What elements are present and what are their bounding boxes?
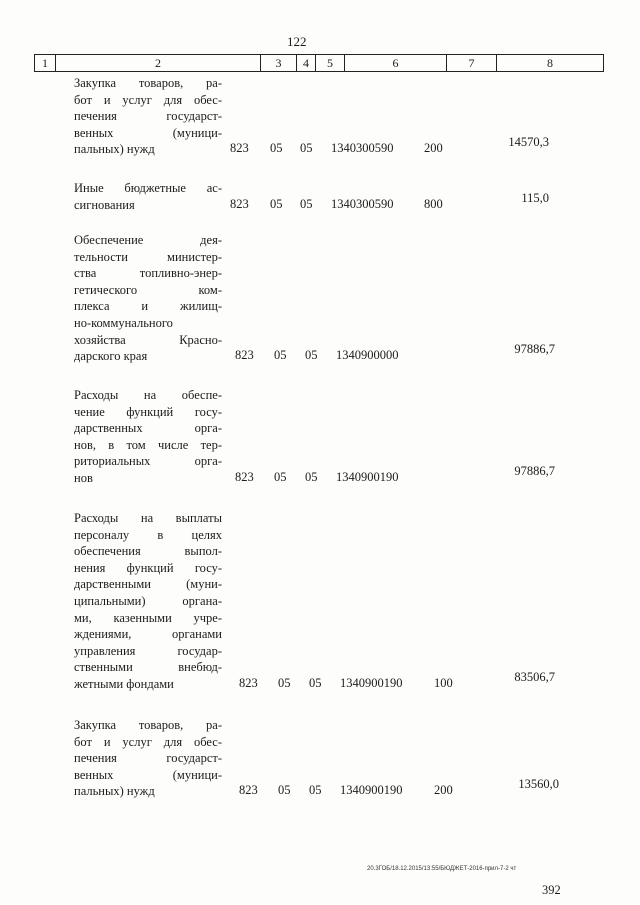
cell-expense-type: 800 (424, 196, 443, 211)
description-line: Иные бюджетные ас- (74, 181, 222, 195)
description-line: управления государ- (74, 643, 222, 658)
cell-target: 1340300590 (331, 141, 394, 156)
cell-code: 823 (235, 348, 254, 363)
description-line: ждениями, органами (74, 627, 222, 642)
cell-amount: 97886,7 (514, 342, 555, 357)
description-line: Закупка товаров, ра- (74, 718, 222, 732)
description-line: дарственными (муни- (74, 577, 222, 592)
description-line: сигнования (74, 197, 135, 212)
cell-subsection: 05 (305, 348, 318, 363)
description-line: плекса и жилищ- (74, 299, 222, 314)
row-description (74, 180, 222, 213)
footer-code: 20.3ГОБ/18.12.2015/13:55/БЮДЖЕТ-2016-прил-7-2 чт (367, 866, 517, 872)
description-line: нов (74, 470, 93, 485)
description-line: жетными фондами (74, 676, 174, 691)
description-line: Закупка товаров, ра- (74, 76, 222, 90)
header-col-4: 4 (296, 55, 315, 71)
description-line: риториальных орга- (74, 454, 222, 469)
description-line: гетического ком- (74, 282, 222, 297)
cell-amount: 97886,7 (514, 464, 555, 478)
description-line: тельности министер- (74, 249, 222, 264)
cell-subsection: 05 (309, 676, 322, 690)
cell-amount: 13560,0 (518, 777, 559, 792)
cell-target: 1340900190 (336, 470, 399, 484)
cell-subsection: 05 (305, 470, 318, 484)
cell-target: 1340900190 (340, 676, 403, 690)
row-description (74, 75, 222, 158)
page-number: 122 (287, 34, 307, 49)
row-description (74, 387, 222, 487)
description-line: ства топливно-энер- (74, 266, 222, 281)
description-line: бот и услуг для обес- (74, 92, 222, 107)
header-col-1: 1 (42, 56, 48, 70)
header-col-2: 2 (55, 55, 260, 71)
cell-expense-type: 200 (424, 141, 443, 156)
description-line: дарского края (74, 349, 148, 364)
cell-code: 823 (235, 470, 254, 484)
description-line: ственными внебюд- (74, 660, 222, 675)
description-line: ципальными) органа- (74, 593, 222, 608)
description-line: персоналу в целях (74, 527, 222, 542)
description-line: пальных) нужд (74, 784, 155, 799)
description-line: венных (муници- (74, 125, 222, 140)
cell-target: 1340300590 (331, 196, 394, 211)
cell-expense-type: 100 (434, 676, 453, 690)
header-col-8: 8 (496, 55, 603, 71)
description-line: нов, в том числе тер- (74, 437, 222, 452)
description-line: пальных) нужд (74, 142, 155, 157)
row-description (74, 717, 222, 800)
cell-section: 05 (274, 348, 287, 363)
description-line: дарственных орга- (74, 421, 222, 436)
cell-amount: 14570,3 (508, 135, 549, 150)
cell-target: 1340900190 (340, 783, 403, 798)
cell-section: 05 (270, 196, 283, 211)
cell-code: 823 (230, 141, 249, 156)
sheet-number: 392 (542, 883, 561, 897)
description-line: печения государст- (74, 109, 222, 124)
header-col-7: 7 (446, 55, 496, 71)
row-description (74, 510, 222, 693)
cell-amount: 83506,7 (514, 670, 555, 684)
header-col-6: 6 (344, 55, 446, 71)
description-line: Расходы на обеспе- (74, 388, 222, 402)
description-line: хозяйства Красно- (74, 332, 222, 347)
cell-subsection: 05 (300, 196, 313, 211)
description-line: бот и услуг для обес- (74, 734, 222, 749)
cell-section: 05 (274, 470, 287, 484)
description-line: ми, казенными учре- (74, 610, 222, 625)
header-col-5: 5 (315, 55, 344, 71)
description-line: венных (муници- (74, 767, 222, 782)
cell-section: 05 (278, 676, 291, 690)
cell-target: 1340900000 (336, 348, 399, 363)
description-line: Расходы на выплаты (74, 511, 222, 525)
description-line: обеспечения выпол- (74, 544, 222, 559)
row-description (74, 232, 222, 365)
description-line: но-коммунального (74, 315, 173, 330)
table-header (34, 54, 604, 72)
cell-code: 823 (239, 783, 258, 798)
description-line: нения функций госу- (74, 560, 222, 575)
description-line: печения государст- (74, 751, 222, 766)
cell-code: 823 (239, 676, 258, 690)
cell-subsection: 05 (300, 141, 313, 156)
cell-amount: 115,0 (521, 190, 549, 205)
cell-section: 05 (270, 141, 283, 156)
description-line: чение функций госу- (74, 404, 222, 419)
cell-subsection: 05 (309, 783, 322, 798)
cell-expense-type: 200 (434, 783, 453, 798)
description-line: Обеспечение дея- (74, 233, 222, 247)
cell-section: 05 (278, 783, 291, 798)
cell-code: 823 (230, 196, 249, 211)
header-col-3: 3 (260, 55, 296, 71)
